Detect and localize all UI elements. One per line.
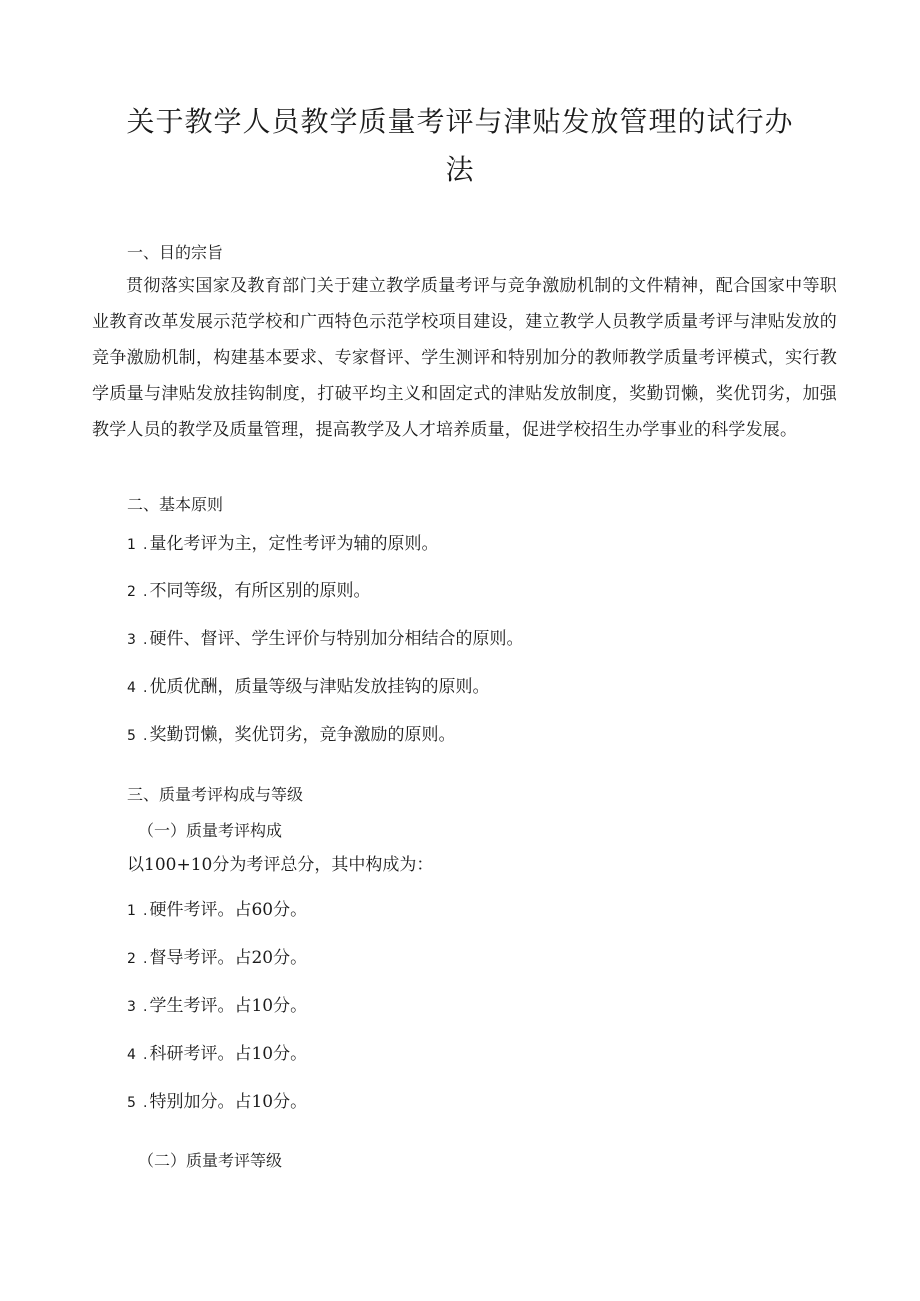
principle-item-5 [127, 727, 455, 744]
item-number: 2 [127, 584, 136, 600]
item-number: 1 [127, 903, 136, 919]
item-text: 硬件考评。占60分。 [149, 900, 308, 920]
item-number: 1 [127, 537, 136, 553]
section3-heading: 三、质量考评构成与等级 [127, 785, 304, 804]
composition-item-1 [127, 902, 307, 919]
composition-item-3 [127, 998, 307, 1015]
item-separator: . [143, 632, 148, 648]
item-text: 不同等级，有所区别的原则。 [149, 581, 371, 601]
composition-item-4 [127, 1046, 307, 1063]
item-separator: . [143, 584, 148, 600]
item-separator: . [143, 999, 148, 1015]
item-separator: . [143, 680, 148, 696]
section3-sub2-heading: （二）质量考评等级 [138, 1151, 283, 1170]
item-text: 奖勤罚懒，奖优罚劣，竞争激励的原则。 [149, 725, 456, 745]
item-separator: . [143, 728, 148, 744]
section1-heading: 一、目的宗旨 [127, 243, 224, 262]
section3-sub1-heading: （一）质量考评构成 [138, 821, 283, 840]
composition-item-5 [127, 1094, 307, 1111]
item-text: 优质优酬，质量等级与津贴发放挂钩的原则。 [149, 677, 490, 697]
item-text: 特别加分。占10分。 [149, 1092, 308, 1112]
section3-sub1-intro: 以100+10分为考评总分，其中构成为： [127, 855, 434, 875]
item-text: 硬件、督评、学生评价与特别加分相结合的原则。 [149, 629, 524, 649]
section1-paragraph: 贯彻落实国家及教育部门关于建立教学质量考评与竞争激励机制的文件精神，配合国家中等职业教育改革发展示范学校和广西特色示范学校项目建设，建立教学人员教学质量考评与津贴发放的竞争激励机制，构建基本要求、专家督评、学生测评和特别加分的教师教学质量考评模式，实行教学质量与津贴发放挂钩制度，打破平均主义和固定式的津贴发放制度，奖勤罚懒，奖优罚劣，加强教学人员的教学及质量管理，提高教学及人才培养质量，促进学校招生办学事业的科学发展。 [92, 276, 837, 440]
item-number: 3 [127, 999, 136, 1015]
item-number: 5 [127, 1095, 136, 1111]
item-number: 4 [127, 680, 136, 696]
item-number: 4 [127, 1047, 136, 1063]
composition-item-2 [127, 950, 307, 967]
item-number: 5 [127, 728, 136, 744]
item-separator: . [143, 951, 148, 967]
document-title-line1: 关于教学人员教学质量考评与津贴发放管理的试行办 [126, 105, 794, 138]
item-text: 学生考评。占10分。 [149, 996, 308, 1016]
item-number: 3 [127, 632, 136, 648]
item-separator: . [143, 1047, 148, 1063]
document-title-line2: 法 [445, 153, 475, 186]
item-text: 督导考评。占20分。 [149, 948, 308, 968]
principle-item-4 [127, 679, 489, 696]
item-separator: . [143, 537, 148, 553]
item-text: 科研考评。占10分。 [149, 1044, 308, 1064]
item-separator: . [143, 1095, 148, 1111]
item-separator: . [143, 903, 148, 919]
principle-item-1 [127, 536, 438, 553]
item-number: 2 [127, 951, 136, 967]
principle-item-2 [127, 583, 370, 600]
section2-heading: 二、基本原则 [127, 495, 224, 514]
principle-item-3 [127, 631, 523, 648]
item-text: 量化考评为主，定性考评为辅的原则。 [149, 534, 439, 554]
